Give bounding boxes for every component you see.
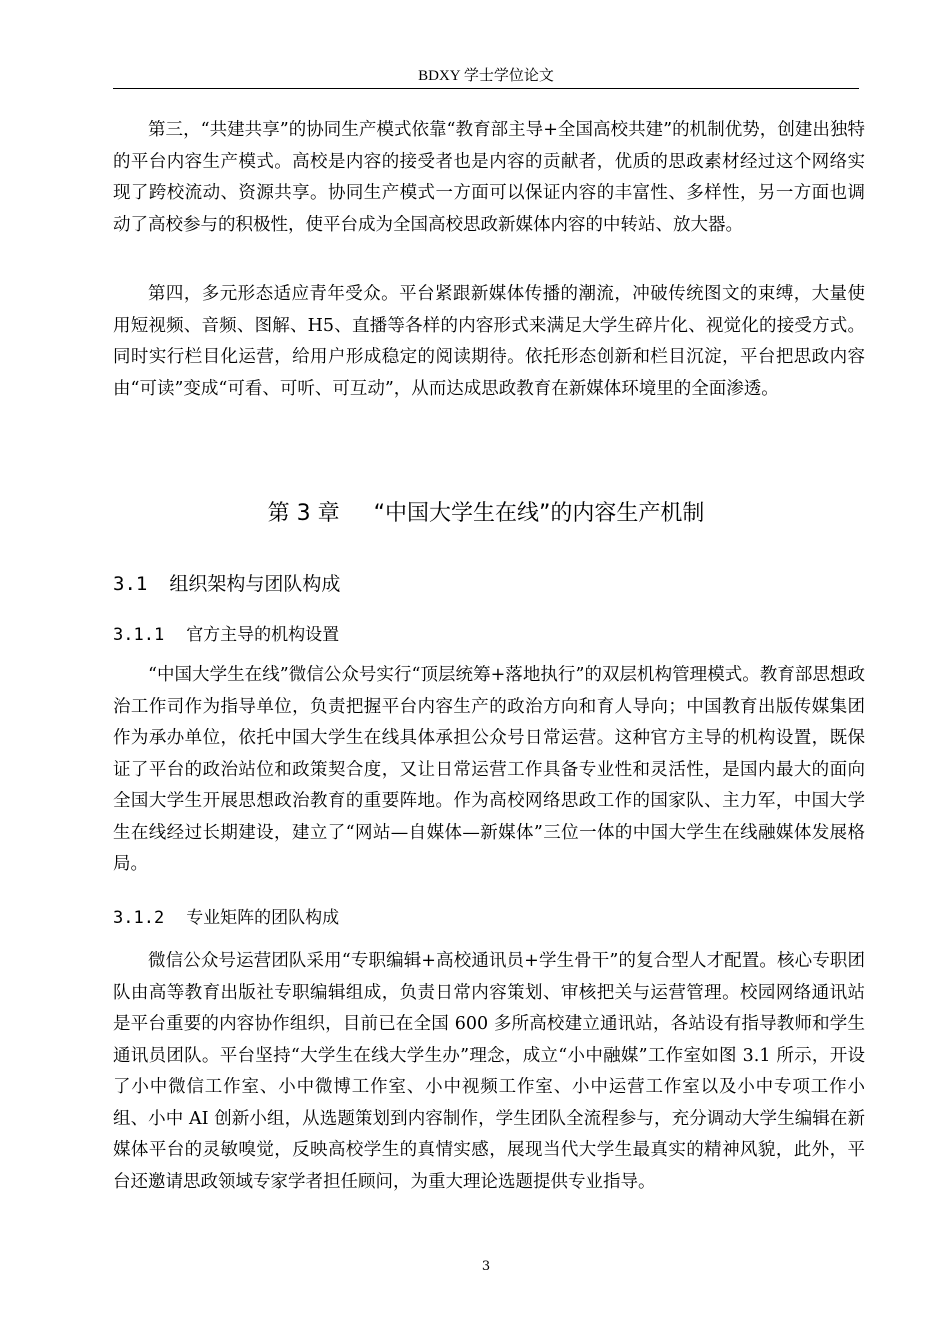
section-number: 3.1 <box>113 573 148 595</box>
paragraph-official-setup: “中国大学生在线”微信公众号实行“顶层统筹+落地执行”的双层机构管理模式。教育部思想政治工作司作为指导单位，负责把握平台内容生产的政治方向和育人导向；中国教育出版传媒集团作为承办单位，依托中国大学生在线具体承担公众号日常运营。这种官方主导的机构设置，既保证了平台的政治站位和政策契合度，又让日常运营工作具备专业性和灵活性，是国内最大的面向全国大学生开展思想政治教育的重要阵地。作为高校网络思政工作的国家队、主力军，中国大学生在线经过长期建设，建立了“网站—自媒体—新媒体”三位一体的中国大学生在线融媒体发展格局。 <box>113 665 865 874</box>
header-rule <box>113 88 859 89</box>
subsection-title: 专业矩阵的团队构成 <box>186 908 340 928</box>
subsection-heading-3-1-1 <box>113 622 339 648</box>
subsection-number: 3.1.2 <box>113 908 165 928</box>
paragraph-third-point: 第三，“共建共享”的协同生产模式依靠“教育部主导+全国高校共建”的机制优势，创建出独特的平台内容生产模式。高校是内容的接受者也是内容的贡献者，优质的思政素材经过这个网络实现了跨校流动、资源共享。协同生产模式一方面可以保证内容的丰富性、多样性，另一方面也调动了高校参与的积极性，使平台成为全国高校思政新媒体内容的中转站、放大器。 <box>113 120 865 235</box>
running-header: BDXY 学士学位论文 <box>418 68 554 84</box>
chapter-name: “中国大学生在线”的内容生产机制 <box>373 501 705 526</box>
section-heading-3-1 <box>113 570 340 598</box>
paragraph-team-matrix: 微信公众号运营团队采用“专职编辑+高校通讯员+学生骨干”的复合型人才配置。核心专职团队由高等教育出版社专职编辑组成，负责日常内容策划、审核把关与运营管理。校园网络通讯站是平台重要的内容协作组织，目前已在全国 600 多所高校建立通讯站，各站设有指导教师和学生通讯员团队。平台坚持“大学生在线大学生办”理念，成立“小中融媒”工作室如图 3.1 所示，开设了小中微信工作室、小中微博工作室、小中视频工作室、小中运营工作室以及小中专项工作小组、小中 AI 创新小组，从选题策划到内容制作，学生团队全流程参与，充分调动大学生编辑在新媒体平台的灵敏嗅觉，反映高校学生的真情实感，展现当代大学生最真实的精神风貌，此外，平台还邀请思政领域专家学者担任顾问，为重大理论选题提供专业指导。 <box>113 951 865 1192</box>
page-number: 3 <box>481 1259 491 1274</box>
subsection-heading-3-1-2 <box>113 905 339 931</box>
subsection-title: 官方主导的机构设置 <box>186 625 340 645</box>
chapter-number: 第 3 章 <box>267 501 340 526</box>
chapter-title <box>113 498 859 530</box>
subsection-number: 3.1.1 <box>113 625 165 645</box>
paragraph-fourth-point: 第四，多元形态适应青年受众。平台紧跟新媒体传播的潮流，冲破传统图文的束缚，大量使用短视频、音频、图解、H5、直播等各样的内容形式来满足大学生碎片化、视觉化的接受方式。同时实行栏目化运营，给用户形成稳定的阅读期待。依托形态创新和栏目沉淀，平台把思政内容由“可读”变成“可看、可听、可互动”，从而达成思政教育在新媒体环境里的全面渗透。 <box>113 284 865 399</box>
section-title: 组织架构与团队构成 <box>169 573 341 595</box>
